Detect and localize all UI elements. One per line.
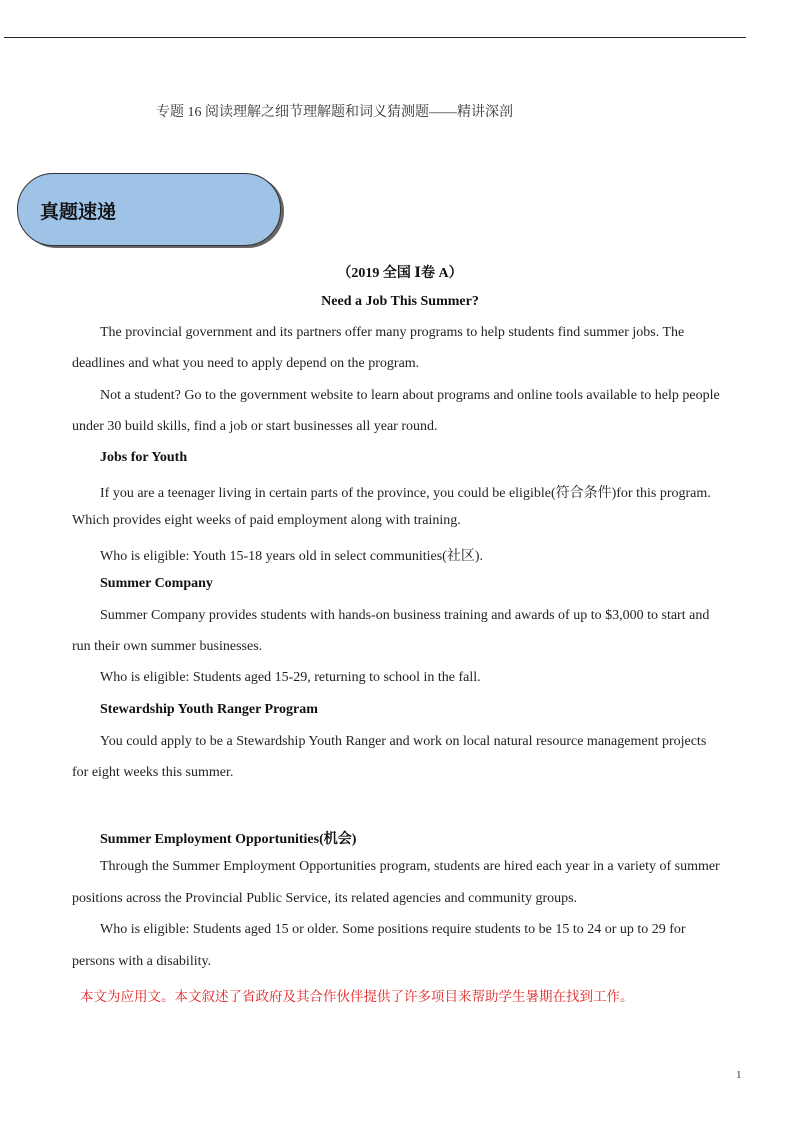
paragraph-line: You could apply to be a Stewardship Youth Ranger and work on local natural resource management projects bbox=[100, 734, 707, 749]
paragraph-line: The provincial government and its partners offer many programs to help students find summer jobs. The bbox=[100, 325, 685, 340]
page-number: 1 bbox=[736, 1069, 742, 1081]
section-banner bbox=[17, 173, 281, 246]
article-title: Need a Job This Summer? bbox=[321, 294, 479, 309]
paragraph-line: persons with a disability. bbox=[72, 954, 212, 969]
paragraph-line: Which provides eight weeks of paid employment along with training. bbox=[72, 513, 461, 528]
exam-source: （2019 全国 Ⅰ卷 A） bbox=[337, 266, 463, 281]
paragraph-line: Who is eligible: Youth 15-18 years old in select communities(社区). bbox=[100, 549, 484, 564]
paragraph-line: If you are a teenager living in certain parts of the province, you could be eligible(符合条件)for this program. bbox=[100, 486, 711, 501]
section-heading: Jobs for Youth bbox=[100, 450, 188, 465]
paragraph-line: under 30 build skills, find a job or start businesses all year round. bbox=[72, 419, 438, 434]
subject-title: 专题 16 阅读理解之细节理解题和词义猜测题——精讲深剖 bbox=[156, 105, 513, 120]
paragraph-line: for eight weeks this summer. bbox=[72, 765, 234, 780]
paragraph-line: Who is eligible: Students aged 15-29, returning to school in the fall. bbox=[100, 670, 481, 685]
paragraph-line: Summer Company provides students with hands-on business training and awards of up to $3,000 to start and bbox=[100, 608, 710, 623]
section-heading: Summer Company bbox=[100, 576, 213, 591]
paragraph-line: positions across the Provincial Public Service, its related agencies and community groups. bbox=[72, 891, 578, 906]
banner-label: 真题速递 bbox=[40, 201, 117, 223]
header-rule bbox=[4, 37, 746, 38]
paragraph-line: Through the Summer Employment Opportunities program, students are hired each year in a variety of summer bbox=[100, 859, 720, 874]
paragraph-line: Who is eligible: Students aged 15 or older. Some positions require students to be 15 to 24 or up to 29 for bbox=[100, 922, 686, 937]
paragraph-line: Not a student? Go to the government website to learn about programs and online tools available to help people bbox=[100, 388, 720, 403]
paragraph-line: run their own summer businesses. bbox=[72, 639, 263, 654]
section-heading: Summer Employment Opportunities(机会) bbox=[100, 832, 357, 847]
section-heading: Stewardship Youth Ranger Program bbox=[100, 702, 318, 717]
paragraph-line: deadlines and what you need to apply depend on the program. bbox=[72, 356, 420, 371]
analysis-note: 本文为应用文。本文叙述了省政府及其合作伙伴提供了许多项目来帮助学生暑期在找到工作。 bbox=[80, 989, 634, 1005]
